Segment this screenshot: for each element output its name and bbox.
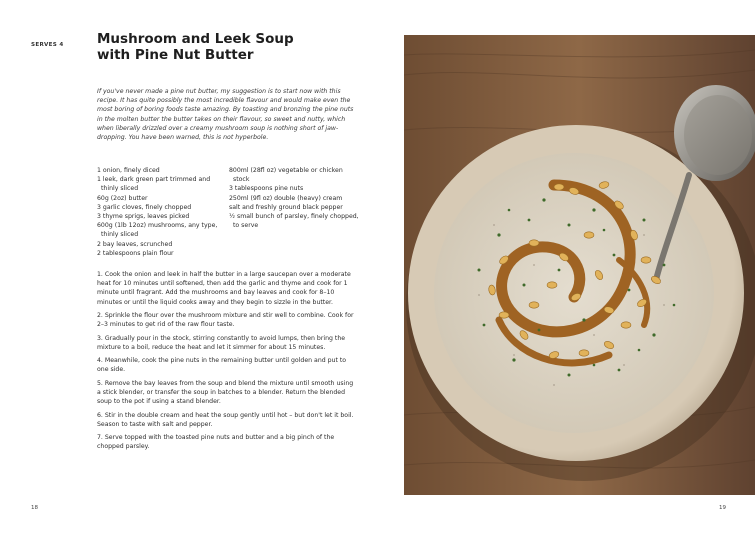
ingredient-item: 3 tablespoons pine nuts	[229, 185, 304, 193]
ingredient-item: 1 leek, dark green part trimmed and thinly sliced	[97, 176, 211, 193]
method-step: 6. Stir in the double cream and heat the soup gently until hot – but don't let it boil. Season to taste with salt and pepper.	[97, 411, 354, 428]
page-number-left: 18	[31, 505, 38, 511]
method-step: 2. Sprinkle the flour over the mushroom mixture and stir well to combine. Cook for 2–3 minutes to get rid of the raw flour taste.	[97, 312, 354, 329]
ingredients-left-column	[97, 166, 227, 258]
ingredient-item: 600g (1lb 12oz) mushrooms, any type, thinly sliced	[97, 222, 218, 239]
method-step: 5. Remove the bay leaves from the soup and blend the mixture until smooth using a stick blender, or transfer the soup in batches to a blender. Return the blended soup to the pot if using a stand blender.	[97, 379, 354, 406]
ingredient-item: 800ml (28fl oz) vegetable or chicken stock	[229, 167, 343, 184]
ingredient-item: 2 bay leaves, scrunched	[97, 240, 173, 248]
method-step: 1. Cook the onion and leek in half the butter in a large saucepan over a moderate heat for 10 minutes until softened, then add the garlic and thyme and cook for 1 minute until fragrant. Add the mushrooms and bay leaves and cook for 8–10 minutes or until the liquid cooks away and they begin to sizzle in the butter.	[97, 271, 351, 306]
method-step: 7. Serve topped with the toasted pine nuts and butter and a big pinch of the chopped parsley.	[97, 434, 335, 451]
ingredient-item: ½ small bunch of parsley, finely chopped, to serve	[229, 213, 359, 230]
ingredient-item: 3 thyme sprigs, leaves picked	[97, 213, 190, 221]
recipe-title-line-2: with Pine Nut Butter	[97, 46, 254, 63]
recipe-title-line-1: Mushroom and Leek Soup	[97, 31, 294, 47]
ingredient-item: 60g (2oz) butter	[97, 194, 148, 202]
soup-photo	[404, 35, 755, 495]
page-number-right: 19	[719, 505, 726, 511]
soup-photo-illustration	[404, 35, 755, 495]
ingredient-item: salt and freshly ground black pepper	[229, 203, 343, 211]
method-steps	[97, 270, 355, 456]
ingredients-right-column	[229, 166, 359, 230]
ingredient-item: 1 onion, finely diced	[97, 167, 160, 174]
recipe-title	[97, 32, 347, 63]
ingredient-item: 2 tablespoons plain flour	[97, 249, 174, 257]
ingredient-item: 3 garlic cloves, finely chopped	[97, 203, 192, 211]
ingredient-item: 250ml (9fl oz) double (heavy) cream	[229, 194, 343, 202]
method-step: 4. Meanwhile, cook the pine nuts in the remaining butter until golden and put to one side.	[97, 357, 347, 374]
recipe-intro: If you've never made a pine nut butter, my suggestion is to start now with this recipe. It has quite possibly the most incredible flavour and would make even the most boring of boring foods taste amazing. By toasting and bronzing the pine nuts in the molten butter the butter takes on their flavour, so sweet and nutty, which when liberally drizzled over a creamy mushroom soup is nothing short of jaw-dropping. You have been warned, this is not hyperbole.	[97, 88, 354, 142]
serves-label: SERVES 4	[31, 42, 64, 48]
method-step: 3. Gradually pour in the stock, stirring constantly to avoid lumps, then bring the mixture to a boil, reduce the heat and let it simmer for about 15 minutes.	[97, 334, 346, 351]
